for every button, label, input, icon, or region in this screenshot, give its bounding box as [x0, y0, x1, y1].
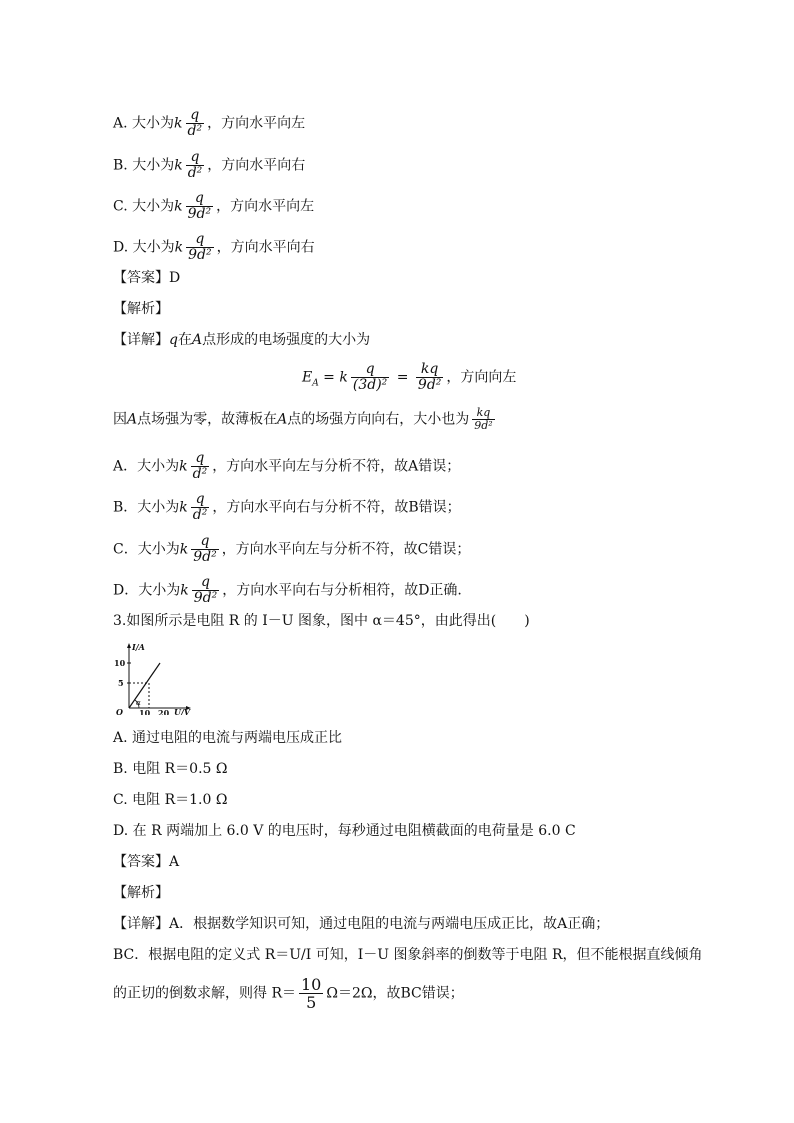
q2-explain-a: A．大小为k $\frac{q}{\text{d²}}$ ，方向水平向左与分析不符，故A错误；: [113, 450, 461, 482]
q2-conclusion: 因A点场强为零，故薄板在A点的场强方向向右，大小也为 $\frac{kq}{\text{9d²}}$: [113, 406, 493, 432]
y-axis-label: I/A: [132, 642, 145, 652]
q2-option-a: A. 大小为k $\frac{q}{\text{d²}}$ ，方向水平向左: [113, 107, 306, 139]
q3-answer: 【答案】A: [113, 854, 180, 870]
q3-option-d: D. 在 R 两端加上 6.0 V 的电压时，每秒通过电阻横截面的电荷量是 6.0 C: [113, 823, 576, 839]
q2-detail: 【详解】q在A点形成的电场强度的大小为: [113, 332, 371, 348]
q3-analysis-heading: 【解析】: [113, 885, 169, 901]
q2-answer: 【答案】D: [113, 270, 181, 286]
q2-analysis-heading: 【解析】: [113, 301, 169, 317]
q3-option-c: C. 电阻 R＝1.0 Ω: [113, 792, 228, 808]
x-tick-10: 10: [139, 708, 151, 715]
y-tick-5: 5: [118, 678, 124, 688]
q3-detail-3: 的正切的倒数求解，则得 R＝ $\frac{10}{5}$ Ω＝2Ω，故BC错误；: [113, 975, 464, 1012]
fraction: $\frac{q}{\text{9d²}}$: [187, 190, 212, 222]
q3-detail-2: BC．根据电阻的定义式 R＝U/I 可知，I－U 图象斜率的倒数等于电阻 R，但不能根据直线倾角: [113, 947, 703, 963]
origin-label: O: [116, 707, 123, 715]
q2-option-c: C. 大小为k $\frac{q}{\text{9d²}}$ ，方向水平向左: [113, 190, 315, 222]
iu-graph: [112, 640, 202, 715]
angle-label: α: [136, 699, 141, 707]
field-formula: $E_A = k$ $\frac{q}{\text{(3d)²}}$ = $\frac{kq}{\text{9d²}}$ ，方向向左: [302, 361, 517, 393]
iu-line: [129, 663, 160, 708]
q2-explain-b: B．大小为k $\frac{q}{\text{d²}}$ ，方向水平向右与分析不符，故B错误；: [113, 491, 461, 523]
q3-option-b: B. 电阻 R＝0.5 Ω: [113, 761, 228, 777]
x-axis-label: U/V: [174, 707, 191, 715]
fraction: $\frac{q}{\text{d²}}$: [187, 149, 203, 181]
q3-detail-1: 【详解】A．根据数学知识可知，通过电阻的电流与两端电压成正比，故A正确；: [113, 916, 610, 932]
q3-stem: 3.如图所示是电阻 R 的 I－U 图象，图中 α＝45°，由此得出( ): [113, 613, 530, 629]
x-tick-20: 20: [158, 708, 170, 715]
y-axis-arrow: [127, 643, 131, 648]
fraction: $\frac{q}{\text{d²}}$: [187, 107, 203, 139]
q2-option-d: D. 大小为k $\frac{q}{\text{9d²}}$ ，方向水平向右: [113, 231, 315, 263]
q2-option-b: B. 大小为k $\frac{q}{\text{d²}}$ ，方向水平向右: [113, 149, 306, 181]
fraction: $\frac{q}{\text{9d²}}$: [188, 231, 212, 263]
q2-explain-c: C．大小为k $\frac{q}{\text{9d²}}$ ，方向水平向左与分析不符，故C错误；: [113, 533, 471, 565]
y-tick-10: 10: [114, 658, 126, 668]
q2-explain-d: D．大小为k $\frac{q}{\text{9d²}}$ ，方向水平向右与分析相符，故D正确.: [113, 574, 462, 606]
q3-option-a: A. 通过电阻的电流与两端电压成正比: [113, 730, 343, 746]
